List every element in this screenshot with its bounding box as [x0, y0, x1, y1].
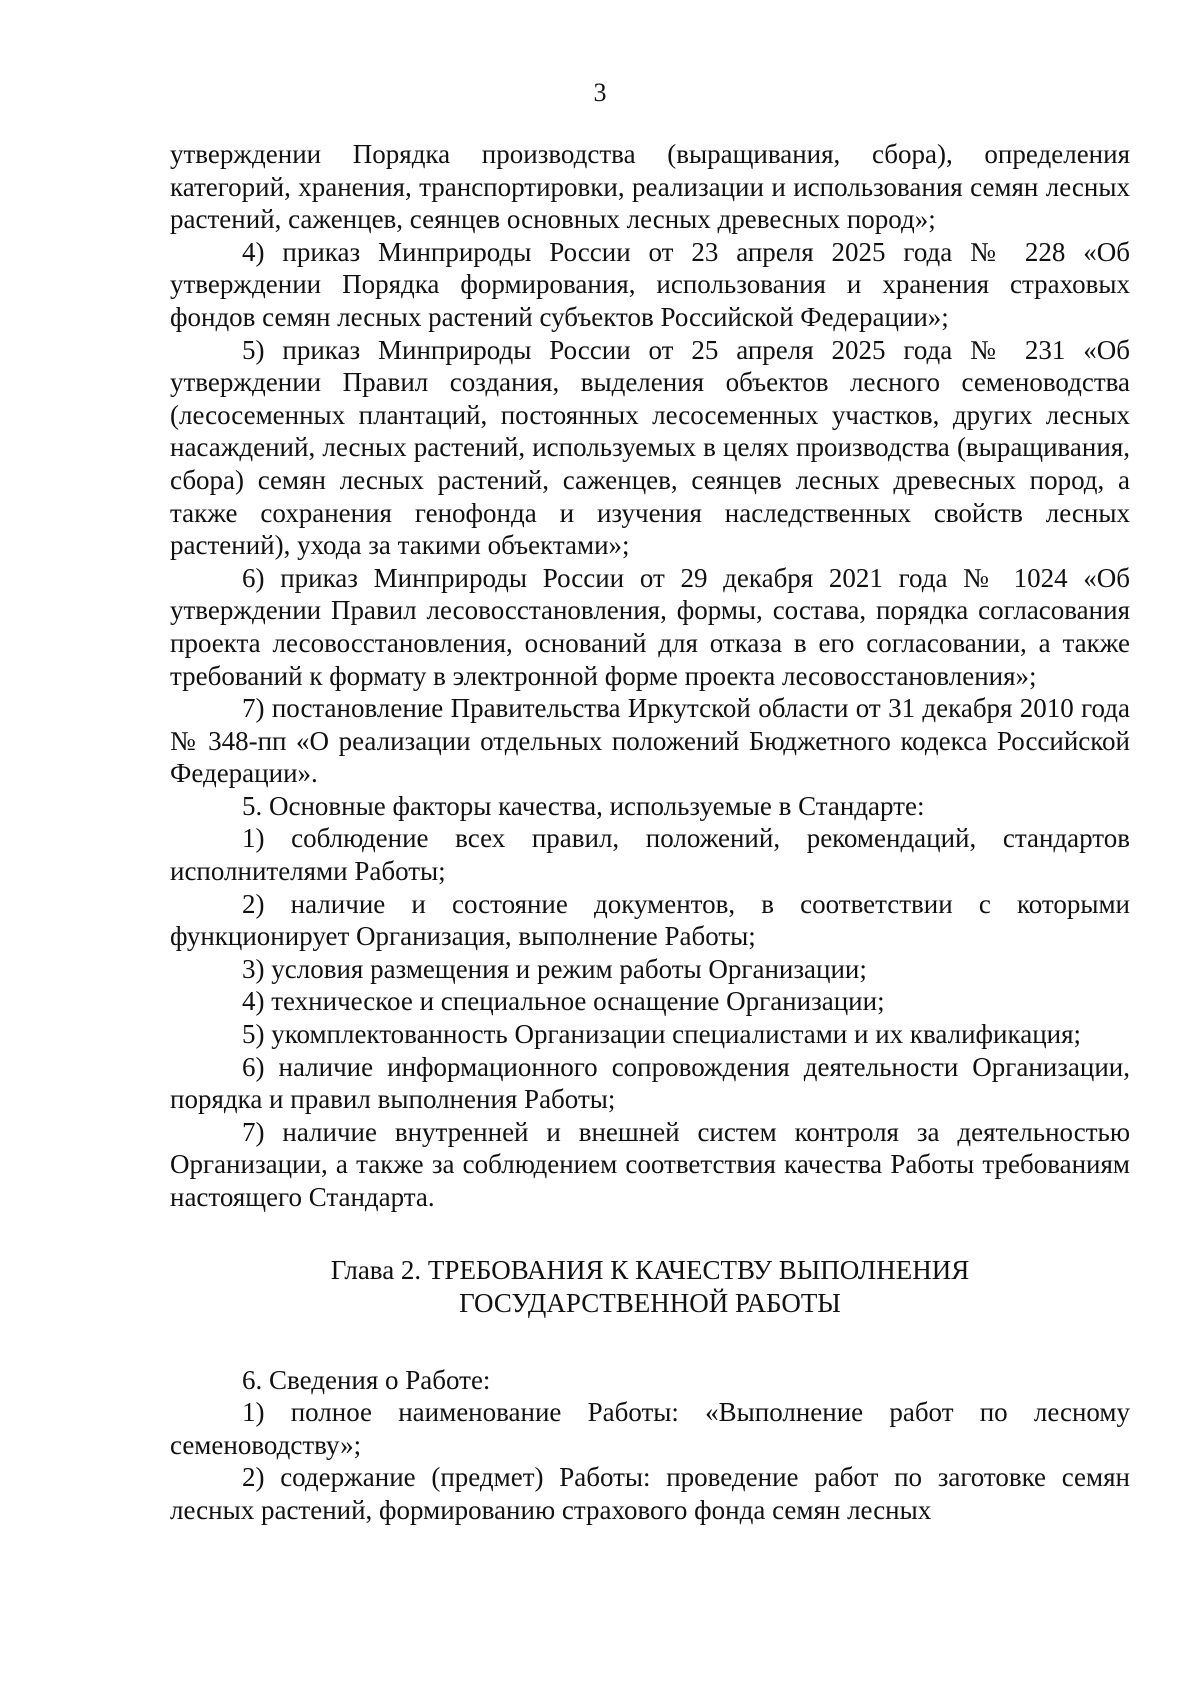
list-item-order-228: 4) приказ Минприроды России от 23 апреля 2025 года № 228 «Об утверждении Порядка формирования, использования и хранения страховых фондов семян лесных растений субъектов Российской Федерации»;: [170, 236, 1130, 332]
chapter-heading: [170, 1254, 1130, 1320]
quality-factor-4: 4) техническое и специальное оснащение Организации;: [242, 986, 885, 1017]
chapter-heading-line-2: ГОСУДАРСТВЕННОЙ РАБОТЫ: [459, 1287, 841, 1318]
chapter-heading-line-1: Глава 2. ТРЕБОВАНИЯ К КАЧЕСТВУ ВЫПОЛНЕНИЯ: [330, 1254, 970, 1285]
list-item-resolution-348: 7) постановление Правительства Иркутской области от 31 декабря 2010 года № 348-пп «О реализации отдельных положений Бюджетного кодекса Российской Федерации».: [170, 693, 1130, 789]
paragraphs-before: [170, 138, 1130, 1214]
quality-factor-5: 5) укомплектованность Организации специалистами и их квалификация;: [242, 1019, 1082, 1050]
work-info-1: 1) полное наименование Работы: «Выполнение работ по лесному семеноводству»;: [170, 1397, 1130, 1460]
list-item-order-231: 5) приказ Минприроды России от 25 апреля 2025 года № 231 «Об утверждении Правил создания, выделения объектов лесного семеноводства (лесосеменных плантаций, постоянных лесосеменных участков, других лесных насаждений, лесных растений, используемых в целях производства (выращивания, сбора) семян лесных растений, саженцев, сеянцев лесных древесных пород, а также сохранения генофонда и изучения наследственных свойств лесных растений), ухода за такими объектами»;: [170, 334, 1130, 561]
section-5-heading: 5. Основные факторы качества, используемые в Стандарте:: [242, 790, 925, 821]
quality-factor-3: 3) условия размещения и режим работы Организации;: [242, 953, 867, 984]
list-item-order-1024: 6) приказ Минприроды России от 29 декабря 2021 года № 1024 «Об утверждении Правил лесовосстановления, формы, состава, порядка согласования проекта лесовосстановления, оснований для отказа в его согласовании, а также требований к формату в электронной форме проекта лесовосстановления»;: [170, 562, 1130, 691]
quality-factor-2: 2) наличие и состояние документов, в соответствии с которыми функционирует Организация, выполнение Работы;: [170, 888, 1130, 952]
quality-factor-1: 1) соблюдение всех правил, положений, рекомендаций, стандартов исполнителями Работы;: [170, 823, 1130, 887]
paragraph-continuation: утверждении Порядка производства (выращивания, сбора), определения категорий, хранения, транспортировки, реализации и использования семян лесных растений, саженцев, сеянцев основных лесных древесных пород»;: [170, 139, 1130, 235]
section-6-heading: 6. Сведения о Работе:: [242, 1364, 491, 1395]
quality-factor-7: 7) наличие внутренней и внешней систем контроля за деятельностью Организации, а также за соблюдением соответствия качества Работы требованиям настоящего Стандарта.: [170, 1116, 1130, 1212]
page-number: 3: [593, 78, 607, 107]
quality-factor-6: 6) наличие информационного сопровождения деятельности Организации, порядка и правил выполнения Работы;: [170, 1051, 1130, 1115]
paragraphs-after: [170, 1364, 1130, 1527]
document-body: [170, 138, 1130, 1527]
work-info-2: 2) содержание (предмет) Работы: проведение работ по заготовке семян лесных растений, формированию страхового фонда семян лесных: [170, 1462, 1130, 1525]
